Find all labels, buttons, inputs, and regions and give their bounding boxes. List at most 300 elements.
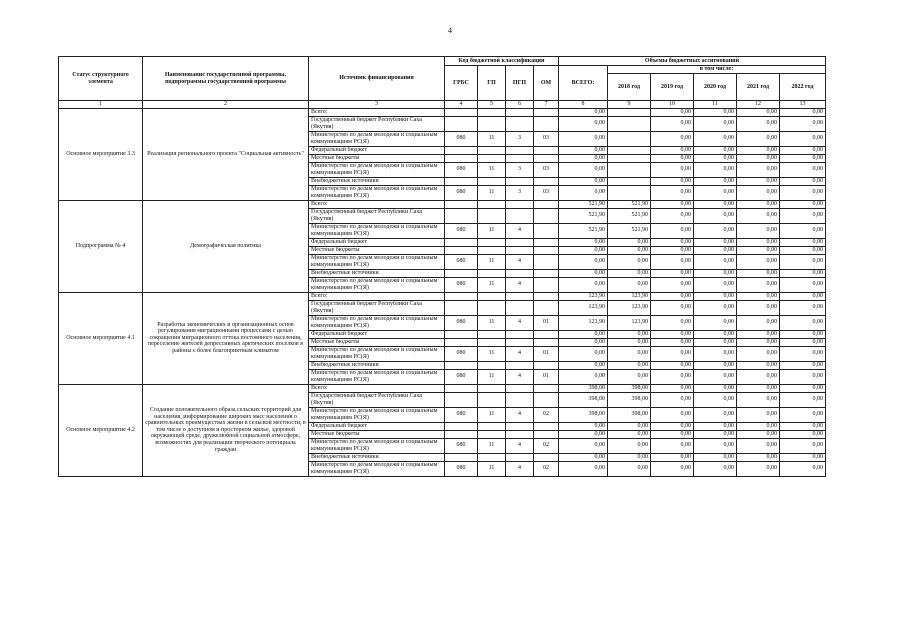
gp-code: [478, 338, 506, 346]
value-2020: 0,00: [694, 277, 737, 292]
value-2020: 0,00: [694, 177, 737, 185]
value-2019: 0,00: [651, 461, 694, 476]
value-2020: 0,00: [694, 453, 737, 461]
funding-source: Всего:: [309, 384, 445, 392]
pgp-code: [506, 361, 534, 369]
grbs-code: [445, 208, 478, 223]
gp-code: 11: [478, 223, 506, 238]
value-2019: 0,00: [651, 338, 694, 346]
value-2021: 0,00: [737, 300, 780, 315]
value-2020: 0,00: [694, 162, 737, 177]
pgp-code: [506, 208, 534, 223]
value-2020: 0,00: [694, 407, 737, 422]
gp-code: [478, 116, 506, 131]
grbs-code: [445, 116, 478, 131]
value-2022: 0,00: [780, 300, 826, 315]
header-grbs: ГРБС: [445, 66, 478, 101]
value-2021: 0,00: [737, 277, 780, 292]
column-number: 5: [478, 101, 506, 109]
value-2022: 0,00: [780, 177, 826, 185]
value-2020: 0,00: [694, 338, 737, 346]
value-2018: [608, 108, 651, 116]
funding-source: Государственный бюджет Республики Саха (Якутия): [309, 208, 445, 223]
value-2018: 0,00: [608, 346, 651, 361]
value-2019: 0,00: [651, 453, 694, 461]
value-2020: 0,00: [694, 185, 737, 200]
gp-code: [478, 392, 506, 407]
column-number: 12: [737, 101, 780, 109]
column-number: 11: [694, 101, 737, 109]
value-2021: 0,00: [737, 208, 780, 223]
om-code: [534, 338, 559, 346]
pgp-code: [506, 422, 534, 430]
om-code: 03: [534, 162, 559, 177]
om-code: 01: [534, 346, 559, 361]
column-number: 8: [559, 101, 608, 109]
value-2018: 0,00: [608, 369, 651, 384]
pgp-code: 4: [506, 254, 534, 269]
value-2020: 0,00: [694, 146, 737, 154]
funding-source: Внебюджетные источники: [309, 177, 445, 185]
value-2019: 0,00: [651, 315, 694, 330]
grbs-code: [445, 108, 478, 116]
gp-code: [478, 292, 506, 300]
value-2022: 0,00: [780, 346, 826, 361]
column-number: 3: [309, 101, 445, 109]
grbs-code: [445, 422, 478, 430]
grbs-code: 080: [445, 438, 478, 453]
value-2019: 0,00: [651, 384, 694, 392]
om-code: [534, 254, 559, 269]
header-name: Наименование государственной программы, подпрограммы государственной программы: [143, 57, 309, 101]
value-2022: 0,00: [780, 422, 826, 430]
value-2019: 0,00: [651, 200, 694, 208]
grbs-code: [445, 154, 478, 162]
total-value: 521,90: [559, 223, 608, 238]
grbs-code: [445, 392, 478, 407]
om-code: 02: [534, 438, 559, 453]
value-2022: 0,00: [780, 407, 826, 422]
value-2021: 0,00: [737, 292, 780, 300]
grbs-code: 080: [445, 185, 478, 200]
value-2021: 0,00: [737, 461, 780, 476]
value-2021: 0,00: [737, 453, 780, 461]
gp-code: [478, 246, 506, 254]
gp-code: [478, 238, 506, 246]
gp-code: [478, 453, 506, 461]
gp-code: [478, 146, 506, 154]
grbs-code: [445, 269, 478, 277]
total-value: 0,00: [559, 269, 608, 277]
total-value: 398,00: [559, 392, 608, 407]
header-source: Источник финансирования: [309, 57, 445, 101]
program-name: Разработка экономических и организационных основ регулирования миграционными процессами с целью сокращения миграционного оттока постоянного населения, переселение жителей депрессивных арктических поселков в районы с более благоприятным климатом: [143, 292, 309, 384]
value-2018: 123,90: [608, 300, 651, 315]
grbs-code: [445, 361, 478, 369]
grbs-code: 080: [445, 461, 478, 476]
grbs-code: [445, 384, 478, 392]
header-gp: ГП: [478, 66, 506, 101]
value-2022: 0,00: [780, 330, 826, 338]
table-header: [59, 57, 826, 109]
value-2021: 0,00: [737, 315, 780, 330]
value-2018: [608, 162, 651, 177]
funding-source: Федеральный бюджет: [309, 422, 445, 430]
value-2022: 0,00: [780, 146, 826, 154]
total-value: 0,00: [559, 177, 608, 185]
header-total: ВСЕГО:: [559, 66, 608, 101]
value-2018: 398,00: [608, 392, 651, 407]
gp-code: [478, 177, 506, 185]
column-number: 10: [651, 101, 694, 109]
value-2022: 0,00: [780, 453, 826, 461]
value-2022: 0,00: [780, 116, 826, 131]
pgp-code: [506, 430, 534, 438]
gp-code: 11: [478, 461, 506, 476]
om-code: [534, 108, 559, 116]
om-code: [534, 246, 559, 254]
funding-source: Местные бюджеты: [309, 430, 445, 438]
grbs-code: [445, 177, 478, 185]
funding-source: Министерство по делам молодежи и социальным коммуникациям РС(Я): [309, 461, 445, 476]
value-2021: 0,00: [737, 438, 780, 453]
pgp-code: 4: [506, 461, 534, 476]
value-2019: 0,00: [651, 177, 694, 185]
value-2018: 521,90: [608, 200, 651, 208]
column-number: 7: [534, 101, 559, 109]
header-volume-group: Объемы бюджетных ассигнований: [559, 57, 826, 66]
value-2022: 0,00: [780, 246, 826, 254]
value-2019: 0,00: [651, 430, 694, 438]
table-row: [59, 384, 826, 392]
value-2022: 0,00: [780, 108, 826, 116]
value-2022: 0,00: [780, 392, 826, 407]
value-2022: 0,00: [780, 430, 826, 438]
value-2020: 0,00: [694, 208, 737, 223]
value-2022: 0,00: [780, 438, 826, 453]
value-2019: 0,00: [651, 131, 694, 146]
value-2021: 0,00: [737, 346, 780, 361]
value-2018: 521,90: [608, 223, 651, 238]
column-number-row: [59, 101, 826, 109]
structural-element-status: Основное мероприятие 3.3: [59, 108, 143, 200]
total-value: 0,00: [559, 277, 608, 292]
pgp-code: [506, 330, 534, 338]
om-code: 03: [534, 185, 559, 200]
pgp-code: 4: [506, 407, 534, 422]
header-om: ОМ: [534, 66, 559, 101]
total-value: 398,00: [559, 407, 608, 422]
gp-code: [478, 269, 506, 277]
gp-code: [478, 330, 506, 338]
header-year-2018: 2018 год: [608, 74, 651, 101]
funding-source: Местные бюджеты: [309, 246, 445, 254]
total-value: 0,00: [559, 461, 608, 476]
program-name: Реализация регионального проекта "Социальная активность": [143, 108, 309, 200]
om-code: [534, 269, 559, 277]
pgp-code: [506, 384, 534, 392]
value-2022: 0,00: [780, 338, 826, 346]
pgp-code: [506, 292, 534, 300]
funding-source: Всего:: [309, 200, 445, 208]
value-2018: [608, 131, 651, 146]
gp-code: 11: [478, 315, 506, 330]
funding-source: Внебюджетные источники: [309, 361, 445, 369]
header-kbk-group: Код бюджетной классификации: [445, 57, 559, 66]
value-2022: 0,00: [780, 277, 826, 292]
value-2018: 0,00: [608, 461, 651, 476]
value-2020: 0,00: [694, 461, 737, 476]
om-code: 01: [534, 369, 559, 384]
value-2020: 0,00: [694, 116, 737, 131]
om-code: 03: [534, 131, 559, 146]
funding-source: Министерство по делам молодежи и социальным коммуникациям РС(Я): [309, 369, 445, 384]
table-row: [59, 108, 826, 116]
total-value: 0,00: [559, 361, 608, 369]
value-2019: 0,00: [651, 369, 694, 384]
value-2019: 0,00: [651, 269, 694, 277]
pgp-code: [506, 200, 534, 208]
value-2019: 0,00: [651, 238, 694, 246]
value-2019: 0,00: [651, 361, 694, 369]
grbs-code: 080: [445, 254, 478, 269]
column-number: 9: [608, 101, 651, 109]
value-2022: 0,00: [780, 461, 826, 476]
value-2021: 0,00: [737, 392, 780, 407]
grbs-code: [445, 430, 478, 438]
funding-source: Министерство по делам молодежи и социальным коммуникациям РС(Я): [309, 315, 445, 330]
value-2022: 0,00: [780, 154, 826, 162]
funding-source: Местные бюджеты: [309, 154, 445, 162]
value-2018: 0,00: [608, 269, 651, 277]
value-2018: 0,00: [608, 277, 651, 292]
grbs-code: [445, 300, 478, 315]
om-code: [534, 200, 559, 208]
structural-element-status: Подпрограмма № 4: [59, 200, 143, 292]
table-row: [59, 200, 826, 208]
value-2022: 0,00: [780, 384, 826, 392]
total-value: 0,00: [559, 108, 608, 116]
om-code: [534, 116, 559, 131]
value-2021: 0,00: [737, 223, 780, 238]
pgp-code: [506, 146, 534, 154]
budget-table: [58, 56, 826, 477]
gp-code: 11: [478, 346, 506, 361]
value-2018: 0,00: [608, 338, 651, 346]
grbs-code: 080: [445, 277, 478, 292]
value-2018: [608, 116, 651, 131]
value-2020: 0,00: [694, 330, 737, 338]
funding-source: Министерство по делам молодежи и социальным коммуникациям РС(Я): [309, 223, 445, 238]
value-2018: 0,00: [608, 361, 651, 369]
om-code: [534, 223, 559, 238]
funding-source: Министерство по делам молодежи и социальным коммуникациям РС(Я): [309, 346, 445, 361]
funding-source: Федеральный бюджет: [309, 146, 445, 154]
funding-source: Министерство по делам молодежи и социальным коммуникациям РС(Я): [309, 407, 445, 422]
value-2020: 0,00: [694, 108, 737, 116]
value-2019: 0,00: [651, 154, 694, 162]
gp-code: [478, 154, 506, 162]
value-2020: 0,00: [694, 315, 737, 330]
value-2021: 0,00: [737, 422, 780, 430]
value-2021: 0,00: [737, 407, 780, 422]
om-code: [534, 238, 559, 246]
om-code: [534, 292, 559, 300]
value-2021: 0,00: [737, 361, 780, 369]
total-value: 0,00: [559, 338, 608, 346]
grbs-code: [445, 330, 478, 338]
value-2022: 0,00: [780, 162, 826, 177]
value-2022: 0,00: [780, 315, 826, 330]
pgp-code: 4: [506, 277, 534, 292]
value-2020: 0,00: [694, 154, 737, 162]
funding-source: Государственный бюджет Республики Саха (Якутия): [309, 116, 445, 131]
value-2020: 0,00: [694, 200, 737, 208]
funding-source: Федеральный бюджет: [309, 238, 445, 246]
gp-code: [478, 108, 506, 116]
om-code: [534, 392, 559, 407]
pgp-code: 3: [506, 131, 534, 146]
funding-source: Внебюджетные источники: [309, 269, 445, 277]
value-2021: 0,00: [737, 131, 780, 146]
pgp-code: [506, 269, 534, 277]
column-number: 13: [780, 101, 826, 109]
value-2020: 0,00: [694, 438, 737, 453]
table-row: [59, 292, 826, 300]
value-2019: 0,00: [651, 300, 694, 315]
total-value: 0,00: [559, 146, 608, 154]
value-2018: 123,90: [608, 292, 651, 300]
grbs-code: [445, 146, 478, 154]
header-status: Статус структурного элемента: [59, 57, 143, 101]
value-2019: 0,00: [651, 146, 694, 154]
grbs-code: 080: [445, 315, 478, 330]
total-value: 123,90: [559, 292, 608, 300]
value-2020: 0,00: [694, 346, 737, 361]
value-2020: 0,00: [694, 131, 737, 146]
value-2021: 0,00: [737, 330, 780, 338]
total-value: 0,00: [559, 422, 608, 430]
structural-element-status: Основное мероприятие 4.1: [59, 292, 143, 384]
value-2019: 0,00: [651, 185, 694, 200]
value-2018: 0,00: [608, 238, 651, 246]
value-2018: 0,00: [608, 246, 651, 254]
value-2019: 0,00: [651, 208, 694, 223]
value-2020: 0,00: [694, 361, 737, 369]
table-body: [59, 108, 826, 476]
total-value: 0,00: [559, 330, 608, 338]
value-2021: 0,00: [737, 369, 780, 384]
gp-code: 11: [478, 369, 506, 384]
value-2022: 0,00: [780, 185, 826, 200]
gp-code: [478, 384, 506, 392]
pgp-code: [506, 300, 534, 315]
om-code: [534, 154, 559, 162]
value-2022: 0,00: [780, 200, 826, 208]
value-2018: 123,90: [608, 315, 651, 330]
value-2022: 0,00: [780, 254, 826, 269]
program-name: Создание положительного образа сельских территорий для населения, информирование широких масс населения о сравнительных преимуществах жизни в сельской местности, в том числе о доступном и просторном жилье, здоровой окружающей среде, дружелюбной социальной атмосфере, возможностях для реализации творческого потенциала граждан: [143, 384, 309, 476]
value-2021: 0,00: [737, 200, 780, 208]
value-2020: 0,00: [694, 430, 737, 438]
value-2020: 0,00: [694, 269, 737, 277]
om-code: [534, 453, 559, 461]
om-code: 02: [534, 461, 559, 476]
value-2019: 0,00: [651, 438, 694, 453]
om-code: [534, 330, 559, 338]
value-2018: 398,00: [608, 407, 651, 422]
value-2021: 0,00: [737, 116, 780, 131]
om-code: [534, 277, 559, 292]
value-2018: 521,90: [608, 208, 651, 223]
column-number: 6: [506, 101, 534, 109]
funding-source: Федеральный бюджет: [309, 330, 445, 338]
funding-source: Государственный бюджет Республики Саха (Якутия): [309, 300, 445, 315]
value-2019: 0,00: [651, 407, 694, 422]
total-value: 0,00: [559, 162, 608, 177]
funding-source: Всего:: [309, 108, 445, 116]
column-number: 4: [445, 101, 478, 109]
value-2022: 0,00: [780, 223, 826, 238]
value-2022: 0,00: [780, 238, 826, 246]
value-2020: 0,00: [694, 300, 737, 315]
gp-code: [478, 200, 506, 208]
value-2019: 0,00: [651, 277, 694, 292]
funding-source: Государственный бюджет Республики Саха (Якутия): [309, 392, 445, 407]
value-2022: 0,00: [780, 292, 826, 300]
value-2018: [608, 154, 651, 162]
header-year-2019: 2019 год: [651, 74, 694, 101]
value-2019: 0,00: [651, 108, 694, 116]
value-2019: 0,00: [651, 422, 694, 430]
pgp-code: 4: [506, 223, 534, 238]
pgp-code: [506, 116, 534, 131]
pgp-code: [506, 338, 534, 346]
om-code: 02: [534, 407, 559, 422]
om-code: [534, 300, 559, 315]
total-value: 398,00: [559, 384, 608, 392]
gp-code: [478, 430, 506, 438]
gp-code: [478, 361, 506, 369]
om-code: 01: [534, 315, 559, 330]
total-value: 0,00: [559, 369, 608, 384]
pgp-code: [506, 238, 534, 246]
gp-code: 11: [478, 407, 506, 422]
grbs-code: [445, 292, 478, 300]
funding-source: Местные бюджеты: [309, 338, 445, 346]
grbs-code: [445, 238, 478, 246]
funding-source: Министерство по делам молодежи и социальным коммуникациям РС(Я): [309, 185, 445, 200]
grbs-code: [445, 453, 478, 461]
funding-source: Министерство по делам молодежи и социальным коммуникациям РС(Я): [309, 277, 445, 292]
value-2019: 0,00: [651, 223, 694, 238]
value-2021: 0,00: [737, 254, 780, 269]
value-2021: 0,00: [737, 146, 780, 154]
value-2021: 0,00: [737, 154, 780, 162]
gp-code: [478, 300, 506, 315]
value-2020: 0,00: [694, 254, 737, 269]
om-code: [534, 384, 559, 392]
value-2019: 0,00: [651, 346, 694, 361]
value-2018: 0,00: [608, 453, 651, 461]
value-2018: 0,00: [608, 422, 651, 430]
om-code: [534, 146, 559, 154]
value-2022: 0,00: [780, 369, 826, 384]
total-value: 0,00: [559, 116, 608, 131]
value-2018: [608, 146, 651, 154]
value-2018: 0,00: [608, 254, 651, 269]
grbs-code: [445, 246, 478, 254]
